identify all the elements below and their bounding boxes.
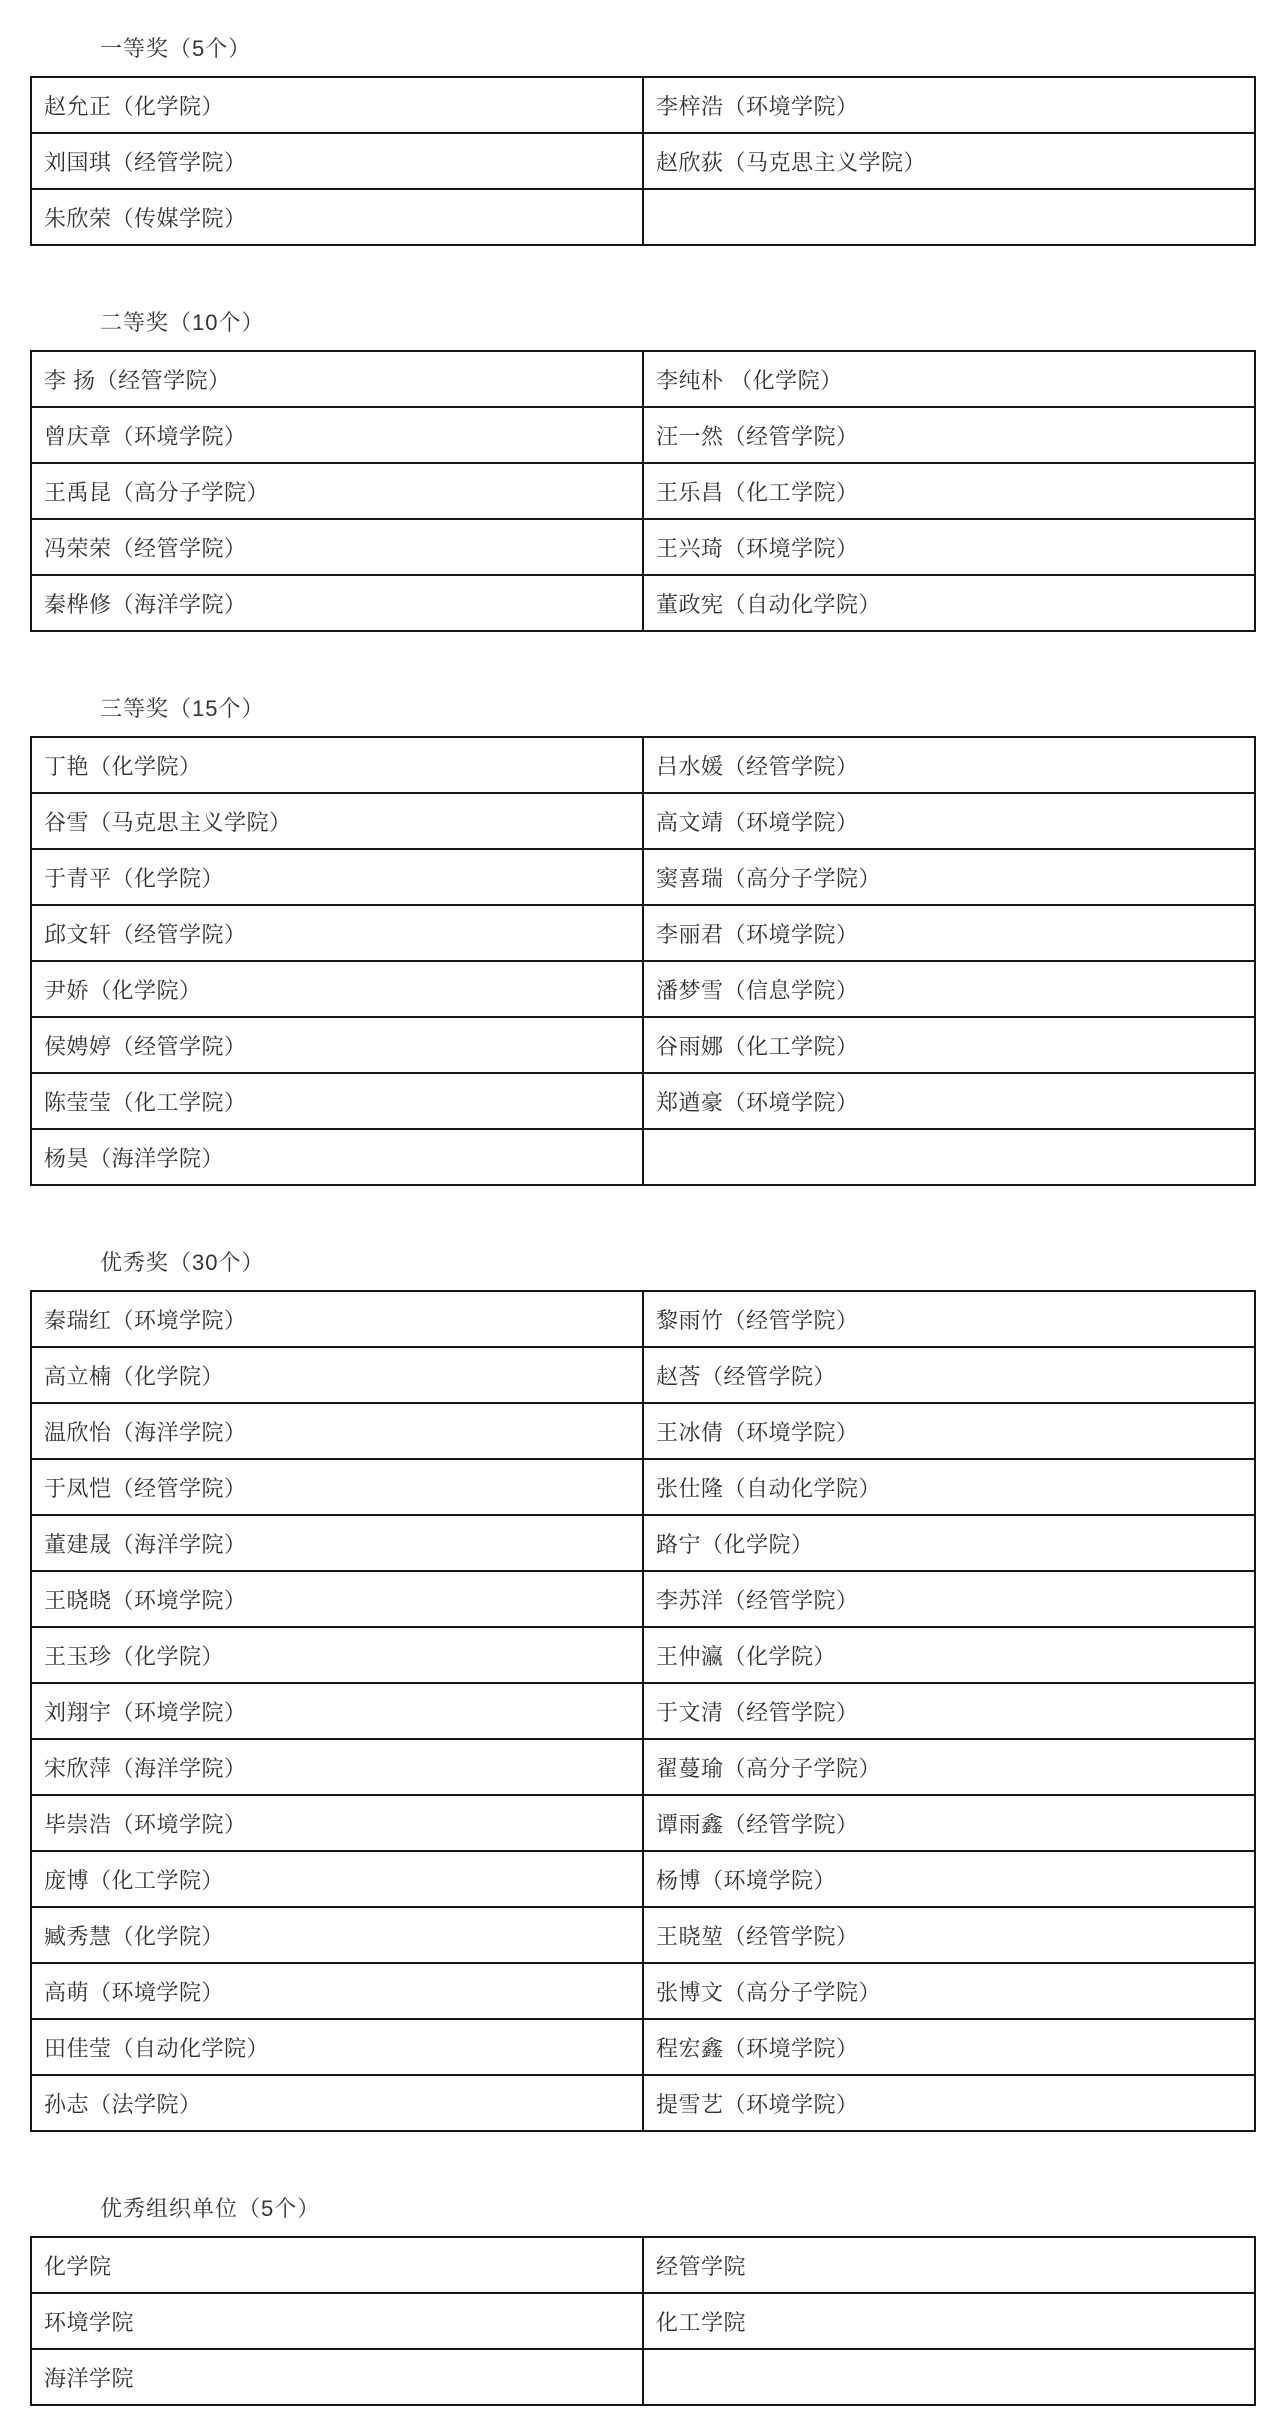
table-cell: 汪一然（经管学院）: [643, 407, 1255, 463]
table-cell: 王晓晓（环境学院）: [31, 1571, 643, 1627]
table-cell: 化工学院: [643, 2293, 1255, 2349]
table-cell: [643, 189, 1255, 245]
table-cell: 赵允正（化学院）: [31, 77, 643, 133]
table-row: [31, 905, 1255, 961]
table-cell: 杨昊（海洋学院）: [31, 1129, 643, 1185]
table-row: [31, 1907, 1255, 1963]
table-cell: 化学院: [31, 2237, 643, 2293]
table-cell: 陈莹莹（化工学院）: [31, 1073, 643, 1129]
table-cell: 赵欣荻（马克思主义学院）: [643, 133, 1255, 189]
table-cell: 李丽君（环境学院）: [643, 905, 1255, 961]
table-cell: 王玉珍（化学院）: [31, 1627, 643, 1683]
table-row: [31, 351, 1255, 407]
table-cell: 宋欣萍（海洋学院）: [31, 1739, 643, 1795]
table-cell: 于青平（化学院）: [31, 849, 643, 905]
table-row: [31, 2293, 1255, 2349]
table-row: [31, 1017, 1255, 1073]
award-section: [30, 306, 1256, 632]
table-row: [31, 133, 1255, 189]
table-row: [31, 1851, 1255, 1907]
table-row: [31, 1347, 1255, 1403]
table-row: [31, 2019, 1255, 2075]
table-row: [31, 1739, 1255, 1795]
table-cell: 刘翔宇（环境学院）: [31, 1683, 643, 1739]
section-title: 优秀奖（30个）: [100, 1250, 265, 1275]
table-cell: 温欣怡（海洋学院）: [31, 1403, 643, 1459]
table-cell: 郑遒豪（环境学院）: [643, 1073, 1255, 1129]
table-cell: 杨博（环境学院）: [643, 1851, 1255, 1907]
table-row: [31, 1129, 1255, 1185]
table-cell: 刘国琪（经管学院）: [31, 133, 643, 189]
table-cell: 高萌（环境学院）: [31, 1963, 643, 2019]
table-cell: 翟蔓瑜（高分子学院）: [643, 1739, 1255, 1795]
table-row: [31, 1073, 1255, 1129]
table-cell: 朱欣荣（传媒学院）: [31, 189, 643, 245]
award-table: [30, 76, 1256, 246]
award-table: [30, 1290, 1256, 2132]
table-cell: 于文清（经管学院）: [643, 1683, 1255, 1739]
table-row: [31, 1515, 1255, 1571]
table-cell: 高立楠（化学院）: [31, 1347, 643, 1403]
table-cell: 王兴琦（环境学院）: [643, 519, 1255, 575]
table-cell: 经管学院: [643, 2237, 1255, 2293]
table-cell: 环境学院: [31, 2293, 643, 2349]
table-cell: 冯荣荣（经管学院）: [31, 519, 643, 575]
table-row: [31, 77, 1255, 133]
table-cell: [643, 1129, 1255, 1185]
table-cell: 侯娉婷（经管学院）: [31, 1017, 643, 1073]
table-cell: 董政宪（自动化学院）: [643, 575, 1255, 631]
table-cell: 毕崇浩（环境学院）: [31, 1795, 643, 1851]
table-cell: 尹娇（化学院）: [31, 961, 643, 1017]
table-row: [31, 575, 1255, 631]
table-cell: 王仲瀛（化学院）: [643, 1627, 1255, 1683]
table-row: [31, 2237, 1255, 2293]
award-section: [30, 1246, 1256, 2132]
table-cell: 李梓浩（环境学院）: [643, 77, 1255, 133]
table-row: [31, 1291, 1255, 1347]
award-table: [30, 2236, 1256, 2406]
award-section: [30, 32, 1256, 246]
table-cell: [643, 2349, 1255, 2405]
table-cell: 谭雨鑫（经管学院）: [643, 1795, 1255, 1851]
table-cell: 张博文（高分子学院）: [643, 1963, 1255, 2019]
table-row: [31, 737, 1255, 793]
award-table: [30, 736, 1256, 1186]
table-cell: 王乐昌（化工学院）: [643, 463, 1255, 519]
table-cell: 提雪艺（环境学院）: [643, 2075, 1255, 2131]
table-row: [31, 407, 1255, 463]
table-cell: 秦桦修（海洋学院）: [31, 575, 643, 631]
table-cell: 邱文轩（经管学院）: [31, 905, 643, 961]
table-row: [31, 1627, 1255, 1683]
section-title: 二等奖（10个）: [100, 310, 265, 335]
section-title: 一等奖（5个）: [100, 36, 252, 61]
award-section: [30, 2192, 1256, 2406]
table-cell: 路宁（化学院）: [643, 1515, 1255, 1571]
table-row: [31, 1571, 1255, 1627]
table-cell: 李 扬（经管学院）: [31, 351, 643, 407]
table-cell: 李纯朴 （化学院）: [643, 351, 1255, 407]
table-cell: 于凤恺（经管学院）: [31, 1459, 643, 1515]
table-cell: 潘梦雪（信息学院）: [643, 961, 1255, 1017]
table-cell: 黎雨竹（经管学院）: [643, 1291, 1255, 1347]
table-cell: 王禹昆（高分子学院）: [31, 463, 643, 519]
table-cell: 程宏鑫（环境学院）: [643, 2019, 1255, 2075]
table-row: [31, 2349, 1255, 2405]
table-cell: 张仕隆（自动化学院）: [643, 1459, 1255, 1515]
section-title: 优秀组织单位（5个）: [100, 2196, 321, 2221]
table-row: [31, 2075, 1255, 2131]
award-section: [30, 692, 1256, 1186]
table-cell: 谷雪（马克思主义学院）: [31, 793, 643, 849]
table-cell: 赵莟（经管学院）: [643, 1347, 1255, 1403]
table-row: [31, 1963, 1255, 2019]
table-cell: 庞博（化工学院）: [31, 1851, 643, 1907]
table-row: [31, 1683, 1255, 1739]
table-cell: 秦瑞红（环境学院）: [31, 1291, 643, 1347]
table-cell: 海洋学院: [31, 2349, 643, 2405]
table-row: [31, 1795, 1255, 1851]
award-table: [30, 350, 1256, 632]
table-row: [31, 519, 1255, 575]
table-cell: 吕水媛（经管学院）: [643, 737, 1255, 793]
table-cell: 李苏洋（经管学院）: [643, 1571, 1255, 1627]
table-cell: 丁艳（化学院）: [31, 737, 643, 793]
table-cell: 谷雨娜（化工学院）: [643, 1017, 1255, 1073]
table-row: [31, 849, 1255, 905]
table-row: [31, 189, 1255, 245]
table-row: [31, 1459, 1255, 1515]
table-cell: 臧秀慧（化学院）: [31, 1907, 643, 1963]
table-cell: 董建晟（海洋学院）: [31, 1515, 643, 1571]
section-title: 三等奖（15个）: [100, 696, 265, 721]
table-cell: 孙志（法学院）: [31, 2075, 643, 2131]
table-cell: 王晓堃（经管学院）: [643, 1907, 1255, 1963]
table-row: [31, 793, 1255, 849]
table-cell: 田佳莹（自动化学院）: [31, 2019, 643, 2075]
table-cell: 窦喜瑞（高分子学院）: [643, 849, 1255, 905]
table-cell: 曾庆章（环境学院）: [31, 407, 643, 463]
table-cell: 王冰倩（环境学院）: [643, 1403, 1255, 1459]
table-row: [31, 463, 1255, 519]
table-row: [31, 961, 1255, 1017]
table-row: [31, 1403, 1255, 1459]
table-cell: 高文靖（环境学院）: [643, 793, 1255, 849]
